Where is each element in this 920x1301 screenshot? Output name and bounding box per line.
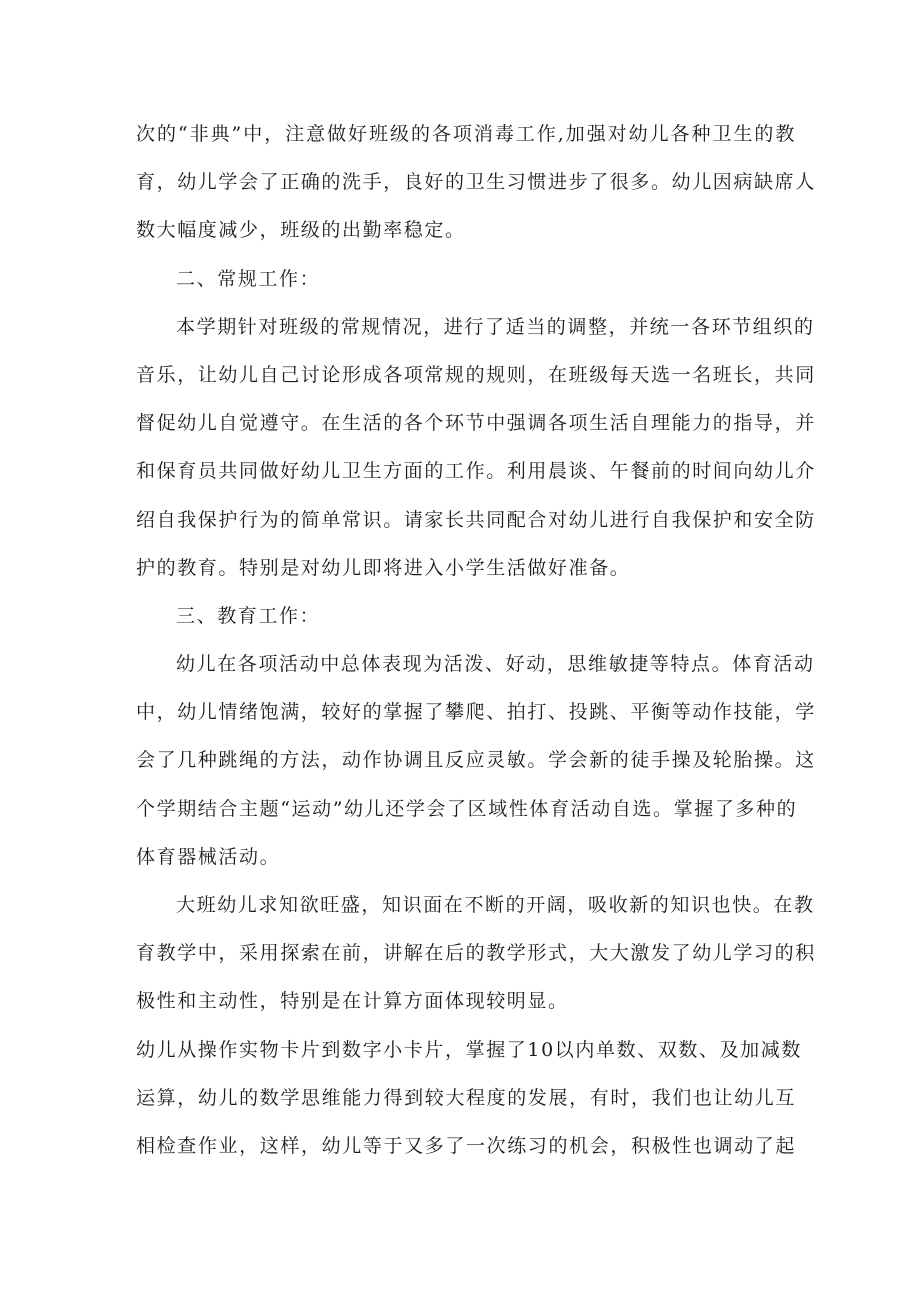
text-line: 中，幼儿情绪饱满，较好的掌握了攀爬、拍打、投跳、平衡等动作技能，学 [136, 701, 816, 724]
paragraph-sports [136, 640, 816, 881]
text-line: 和保育员共同做好幼儿卫生方面的工作。利用晨谈、午餐前的时间向幼儿介 [136, 460, 816, 483]
text-line: 体育器械活动。 [136, 845, 281, 868]
text-line: 大班幼儿求知欲旺盛，知识面在不断的开阔，吸收新的知识也快。在教 [176, 894, 815, 916]
text-line: 护的教育。特别是对幼儿即将进入小学生活做好准备。 [136, 556, 631, 579]
text-line: 本学期针对班级的常规情况，进行了适当的调整，并统一各环节组织的 [176, 315, 815, 338]
text-line: 数大幅度减少，班级的出勤率稳定。 [136, 219, 466, 242]
text-line: 个学期结合主题“运动”幼儿还学会了区域性体育活动自选。掌握了多种的 [136, 797, 798, 820]
heading-text: 二、常规工作： [176, 267, 321, 290]
text-line: 绍自我保护行为的简单常识。请家长共同配合对幼儿进行自我保护和安全防 [136, 508, 816, 531]
section-heading-education [136, 592, 796, 640]
text-line: 音乐，让幼儿自己讨论形成各项常规的规则，在班级每天选一名班长，共同 [136, 363, 816, 386]
heading-text: 三、教育工作： [176, 604, 321, 627]
text-line: 育教学中，采用探索在前，讲解在后的教学形式，大大激发了幼儿学习的积 [136, 942, 816, 965]
text-line: 幼儿在各项活动中总体表现为活泼、好动，思维敏捷等特点。体育活动 [176, 653, 815, 676]
text-line: 极性和主动性，特别是在计算方面体现较明显。 [136, 990, 569, 1013]
paragraph-math [136, 1026, 802, 1171]
paragraph-routine [136, 303, 816, 592]
text-line: 幼儿从操作实物卡片到数字小卡片，掌握了10以内单数、双数、及加减数 [136, 1038, 802, 1061]
text-line: 会了几种跳绳的方法，动作协调且反应灵敏。学会新的徒手操及轮胎操。这 [136, 749, 816, 772]
text-line: 次的“非典”中，注意做好班级的各项消毒工作,加强对幼儿各种卫生的教 [136, 123, 796, 145]
paragraph-disinfection [136, 110, 816, 255]
text-line: 督促幼儿自觉遵守。在生活的各个环节中强调各项生活自理能力的指导，并 [136, 412, 816, 435]
paragraph-knowledge [136, 881, 816, 1026]
text-line: 育，幼儿学会了正确的洗手，良好的卫生习惯进步了很多。幼儿因病缺席人 [136, 171, 816, 194]
text-line: 运算，幼儿的数学思维能力得到较大程度的发展，有时，我们也让幼儿互 [136, 1086, 796, 1109]
document-body [136, 110, 816, 1170]
text-line: 相检查作业，这样，幼儿等于又多了一次练习的机会，积极性也调动了起 [136, 1134, 796, 1157]
section-heading-routine [136, 255, 796, 303]
